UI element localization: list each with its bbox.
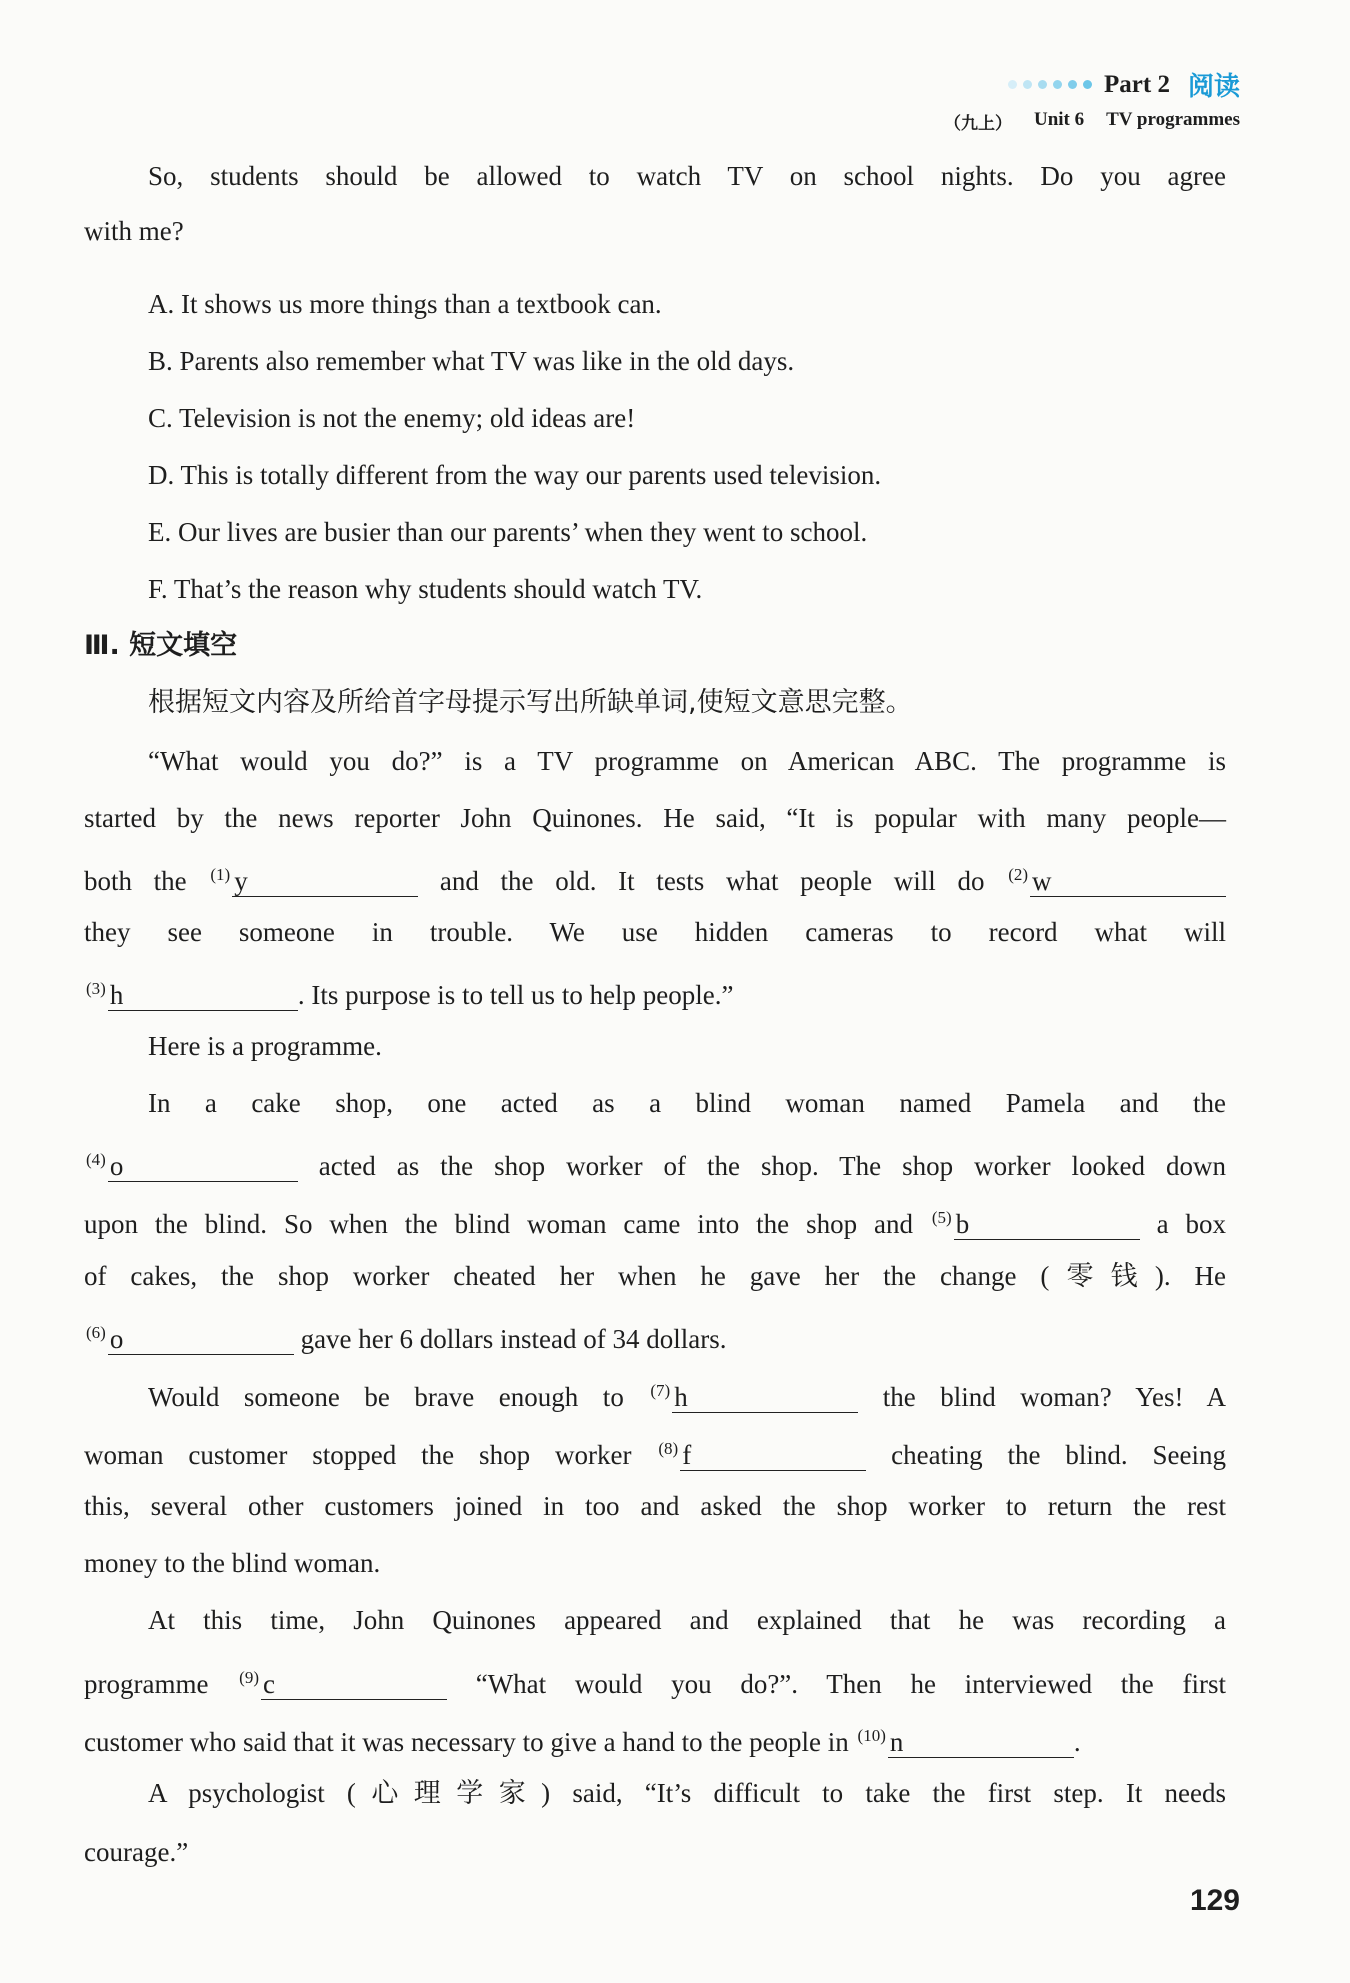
passage-line: started by the news reporter John Quinones. He said, “It is popular with many people— <box>84 803 1226 833</box>
blank-3[interactable]: $^{(3)}$ h <box>84 980 298 1010</box>
passage-line: money to the blind woman. <box>84 1548 381 1578</box>
passage-line <box>84 1718 1226 1760</box>
passage-line: they see someone in trouble. We use hidden cameras to record what will <box>84 917 1226 947</box>
passage-line <box>84 1200 1226 1242</box>
passage-line: In a cake shop, one acted as a blind woman named Pamela and the <box>148 1088 1226 1118</box>
passage-line <box>84 971 1226 1013</box>
running-header <box>944 66 1240 134</box>
passage-text: cheating the blind. Seeing <box>891 1440 1227 1470</box>
section-instruction: 根据短文内容及所给首字母提示写出所缺单词,使短文意思完整。 <box>148 687 913 718</box>
passage-text: programme <box>84 1669 209 1699</box>
part-title: 阅读 <box>1187 72 1240 102</box>
option-e: E. Our lives are busier than our parents’ when they went to school. <box>148 517 868 547</box>
passage-text: a box <box>1156 1209 1226 1239</box>
passage-text: upon the blind. So when the blind woman came into the shop and <box>84 1209 913 1239</box>
blank-5[interactable]: $^{(5)}$ b <box>930 1209 1140 1239</box>
passage-text: and the old. It tests what people will do <box>439 866 985 896</box>
passage-line <box>84 1660 1226 1702</box>
unit-label: Unit 6 <box>1033 109 1085 130</box>
passage-text: “What would you do?”. Then he interviewed the first <box>475 1669 1226 1699</box>
passage-line: Here is a programme. <box>148 1031 382 1061</box>
passage-line <box>84 1315 1226 1357</box>
passage-text: both the <box>84 866 187 896</box>
page-number: 129 <box>1189 1884 1240 1917</box>
passage-text: Would someone be brave enough to <box>148 1382 624 1412</box>
passage-text: woman customer stopped the shop worker <box>84 1440 632 1470</box>
option-b: B. Parents also remember what TV was like in the old days. <box>148 346 795 376</box>
passage-line: A psychologist (心理学家) said, “It’s difficult to take the first step. It needs <box>148 1778 1226 1808</box>
decorative-dots-icon <box>1008 80 1092 89</box>
option-f: F. That’s the reason why students should watch TV. <box>148 574 703 604</box>
blank-1[interactable]: $^{(1)}$ y <box>208 866 418 896</box>
passage-line: this, several other customers joined in too and asked the shop worker to return the rest <box>84 1491 1226 1521</box>
blank-2[interactable]: $^{(2)}$ w <box>1006 866 1226 896</box>
passage-line: courage.” <box>84 1837 189 1867</box>
passage-text: acted as the shop worker of the shop. The shop worker looked down <box>318 1151 1226 1181</box>
passage-line <box>84 1142 1226 1184</box>
option-c: C. Television is not the enemy; old ideas are! <box>148 403 636 433</box>
intro-line-2: with me? <box>84 216 184 246</box>
blank-4[interactable]: $^{(4)}$ o <box>84 1151 298 1181</box>
passage-line <box>84 1373 1226 1415</box>
passage-text: customer who said that it was necessary to give a hand to the people in <box>84 1727 849 1757</box>
passage-line <box>84 1431 1226 1473</box>
unit-title: TV programmes <box>1106 109 1240 130</box>
blank-8[interactable]: $^{(8)}$ f <box>656 1440 866 1470</box>
part-label: Part 2 <box>1104 70 1170 98</box>
passage-line: “What would you do?” is a TV programme on American ABC. The programme is <box>148 746 1226 776</box>
intro-line-1: So, students should be allowed to watch TV on school nights. Do you agree <box>148 161 1226 191</box>
blank-10[interactable]: $^{(10)}$ n <box>856 1727 1074 1757</box>
passage-line: At this time, John Quinones appeared and explained that he was recording a <box>148 1605 1226 1635</box>
passage-text: . <box>1073 1727 1081 1757</box>
passage-text: the blind woman? Yes! A <box>882 1382 1227 1412</box>
grade-label: （九上） <box>943 114 1012 134</box>
passage-line <box>84 857 1226 899</box>
section-heading: Ⅲ. 短文填空 <box>84 630 238 661</box>
blank-7[interactable]: $^{(7)}$ h <box>648 1382 858 1412</box>
blank-9[interactable]: $^{(9)}$ c <box>237 1669 447 1699</box>
passage-line: of cakes, the shop worker cheated her when he gave her the change (零钱). He <box>84 1261 1226 1291</box>
option-a: A. It shows us more things than a textbook can. <box>148 289 662 319</box>
blank-6[interactable]: $^{(6)}$ o <box>84 1324 294 1354</box>
passage-text: gave her 6 dollars instead of 34 dollars. <box>300 1324 727 1354</box>
option-d: D. This is totally different from the way our parents used television. <box>148 460 882 490</box>
passage-text: . Its purpose is to tell us to help people.” <box>297 980 734 1010</box>
